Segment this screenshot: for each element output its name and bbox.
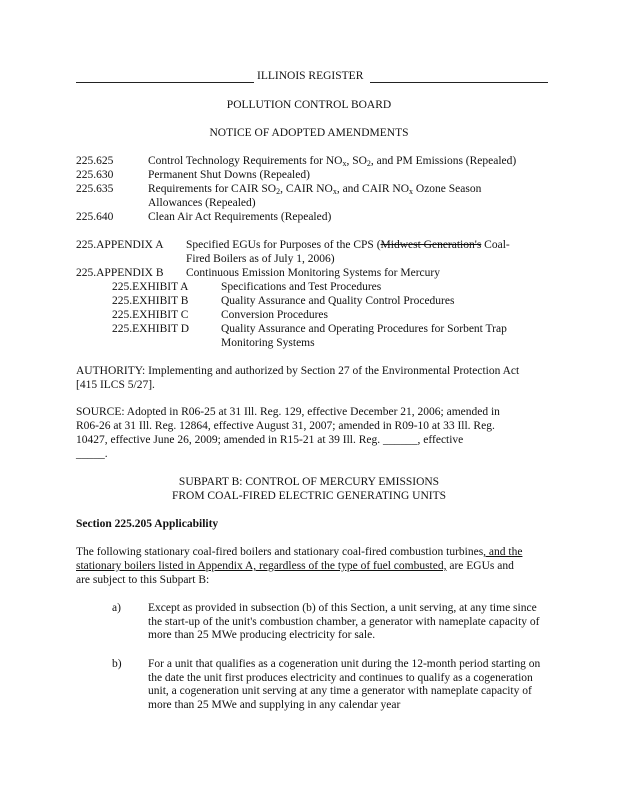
section-title: Section 225.205 Applicability xyxy=(76,518,219,530)
toc-num: 225.635 xyxy=(76,183,114,195)
subsection-text: For a unit that qualifies as a cogeneration unit during the 12-month period starting on the date the unit first produces electricity and continues to qualify as a cogeneration unit, a cogeneration unit serving at any time a generator with nameplate capacity of more than 25 MWe and supplying in any calendar year xyxy=(148,658,541,711)
toc-desc: Requirements for CAIR $SO_2$, CAIR $NO_x$, and CAIR $NO_x$ Ozone Season xyxy=(148,183,482,196)
toc-num: 225.EXHIBIT C xyxy=(112,309,189,321)
toc-desc: Specifications and Test Procedures xyxy=(221,281,382,293)
subsection-label: a) xyxy=(112,602,121,614)
header-rule-right xyxy=(370,82,548,83)
toc-desc: Specified EGUs for Purposes of the CPS (Midwest Generation's Coal- xyxy=(186,239,510,251)
toc-desc-cont: Allowances (Repealed) xyxy=(148,197,256,209)
authority-line: AUTHORITY: Implementing and authorized by Section 27 of the Environmental Protection Act xyxy=(76,365,520,377)
notice-title: NOTICE OF ADOPTED AMENDMENTS xyxy=(209,127,409,139)
subsection-text: Except as provided in subsection (b) of this Section, a unit serving, at any time since the start-up of the unit's combustion chamber, a generator with nameplate capacity of more than 25 MWe producing electricity for sale. xyxy=(148,602,540,642)
toc-num: 225.EXHIBIT B xyxy=(112,295,189,307)
toc-num: 225.EXHIBIT D xyxy=(112,323,190,335)
toc-num: 225.625 xyxy=(76,155,114,167)
toc-desc-cont: Fired Boilers as of July 1, 2006) xyxy=(186,253,335,265)
toc-num: 225.APPENDIX B xyxy=(76,267,164,279)
subsection-label: b) xyxy=(112,658,122,670)
toc-desc: Clean Air Act Requirements (Repealed) xyxy=(148,211,332,223)
source-line: 10427, effective June 26, 2009; amended in R15-21 at 39 Ill. Reg. ______, effective xyxy=(76,434,464,446)
toc-desc: Continuous Emission Monitoring Systems for Mercury xyxy=(186,267,440,279)
section-intro: stationary boilers listed in Appendix A, regardless of the type of fuel combusted, are EGUs and xyxy=(76,560,514,572)
toc-num: 225.630 xyxy=(76,169,114,181)
toc-desc: Quality Assurance and Operating Procedures for Sorbent Trap xyxy=(221,323,507,335)
toc-desc: Quality Assurance and Quality Control Procedures xyxy=(221,295,455,307)
toc-desc: Conversion Procedures xyxy=(221,309,328,321)
toc-desc-cont: Monitoring Systems xyxy=(221,337,315,349)
register-title: ILLINOIS REGISTER xyxy=(257,70,364,82)
struck-text: Midwest Generation's xyxy=(380,239,482,251)
toc-desc: Control Technology Requirements for $NO_x$, $SO_2$, and PM Emissions (Repealed) xyxy=(148,155,517,168)
toc-num: 225.EXHIBIT A xyxy=(112,281,189,293)
toc-num: 225.640 xyxy=(76,211,114,223)
toc-desc: Permanent Shut Downs (Repealed) xyxy=(148,169,310,181)
subpart-heading: FROM COAL-FIRED ELECTRIC GENERATING UNITS xyxy=(171,490,447,502)
source-line: R06-26 at 31 Ill. Reg. 12864, effective August 31, 2007; amended in R09-10 at 33 Ill. Reg. xyxy=(76,420,495,432)
board-title: POLLUTION CONTROL BOARD xyxy=(226,99,392,111)
subpart-heading: SUBPART B: CONTROL OF MERCURY EMISSIONS xyxy=(178,476,440,488)
header-rule-left xyxy=(76,82,254,83)
section-intro: are subject to this Subpart B: xyxy=(76,574,210,586)
section-intro: The following stationary coal-fired boilers and stationary coal-fired combustion turbines, and the xyxy=(76,546,523,558)
toc-num: 225.APPENDIX A xyxy=(76,239,164,251)
authority-line: [415 ILCS 5/27]. xyxy=(76,379,155,391)
source-line: SOURCE: Adopted in R06-25 at 31 Ill. Reg. 129, effective December 21, 2006; amended in xyxy=(76,406,500,418)
source-line: _____. xyxy=(76,448,108,460)
